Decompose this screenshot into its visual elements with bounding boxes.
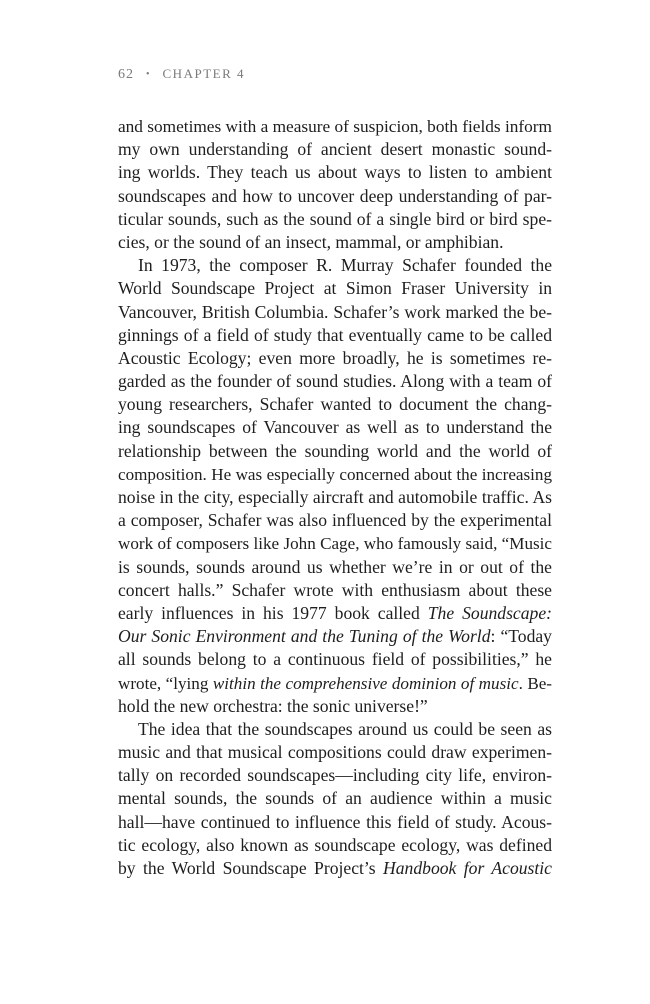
- text-span: my own understanding of ancient desert monastic sound-: [118, 139, 552, 160]
- text-line: [118, 208, 552, 231]
- text-span: mental sounds, the sounds of an audience within a music: [118, 788, 552, 809]
- text-line: [118, 440, 552, 463]
- text-line: [118, 301, 552, 324]
- text-span: tic ecology, also known as soundscape ecology, was defined: [118, 834, 552, 855]
- text-span: soundscapes and how to uncover deep understanding of par-: [118, 185, 552, 206]
- text-line: [118, 579, 552, 602]
- text-span: ing soundscapes of Vancouver as well as to understand the: [118, 417, 552, 438]
- header-separator: •: [146, 69, 151, 80]
- page-number: 62: [118, 67, 134, 82]
- text-line: [118, 602, 552, 625]
- text-line: [118, 834, 552, 857]
- text-span: composition. He was especially concerned about the increasing: [118, 464, 552, 484]
- text-line: [118, 811, 552, 834]
- text-span: Acoustic Ecology; even more broadly, he is sometimes re-: [118, 347, 552, 368]
- text-span: by the World Soundscape Project’s: [118, 858, 384, 878]
- text-span: work of composers like John Cage, who famously said, “Music: [118, 534, 552, 554]
- text-line: [118, 416, 552, 439]
- text-span: hold the new orchestra: the sonic universe!”: [118, 695, 428, 716]
- text-line: [118, 254, 552, 277]
- text-span: early influences in his 1977 book called: [118, 602, 428, 623]
- text-line: [118, 324, 552, 347]
- text-span: The idea that the soundscapes around us could be seen as: [138, 718, 552, 739]
- text-span: Vancouver, British Columbia. Schafer’s work marked the be-: [118, 301, 552, 322]
- text-line: [118, 463, 552, 486]
- text-span: cies, or the sound of an insect, mammal, or amphibian.: [118, 231, 504, 252]
- text-span: noise in the city, especially aircraft and automobile traffic. As: [118, 487, 552, 507]
- text-span: ginnings of a field of study that eventually came to be called: [118, 324, 552, 345]
- text-span: hall—have continued to influence this field of study. Acous-: [118, 811, 552, 832]
- text-span: ing worlds. They teach us about ways to listen to ambient: [118, 162, 552, 183]
- text-line: [118, 277, 552, 300]
- text-span: World Soundscape Project at Simon Fraser University in: [118, 278, 552, 299]
- text-span: young researchers, Schafer wanted to document the chang-: [118, 394, 552, 415]
- text-line: [118, 393, 552, 416]
- text-line: [118, 509, 552, 532]
- text-line: [118, 857, 552, 880]
- text-line: [118, 625, 552, 648]
- text-line: [118, 787, 552, 810]
- body-text: [118, 115, 552, 880]
- italic-text: Handbook for Acoustic: [383, 858, 552, 878]
- text-span: garded as the founder of sound studies. Along with a team of: [118, 371, 552, 392]
- text-line: [118, 185, 552, 208]
- text-line: [118, 138, 552, 161]
- text-span: is sounds, sounds around us whether we’re in or out of the: [118, 556, 552, 577]
- text-span: . Be-: [518, 673, 552, 693]
- italic-text: Our Sonic Environment and the Tuning of the World: [118, 626, 491, 647]
- text-line: [118, 741, 552, 764]
- text-line: [118, 672, 552, 695]
- italic-text: within the comprehensive dominion of music: [212, 673, 519, 693]
- text-span: all sounds belong to a continuous field of possibilities,” he: [118, 649, 552, 670]
- text-line: [118, 695, 552, 718]
- text-line: [118, 532, 552, 555]
- italic-text: The Soundscape:: [427, 602, 552, 623]
- text-span: ticular sounds, such as the sound of a single bird or bird spe-: [118, 208, 552, 229]
- running-head: [118, 66, 245, 83]
- text-span: and sometimes with a measure of suspicion, both fields inform: [118, 117, 552, 136]
- text-line: [118, 161, 552, 184]
- text-line: [118, 115, 552, 138]
- text-span: relationship between the sounding world and the world of: [118, 440, 552, 461]
- text-line: [118, 648, 552, 671]
- text-line: [118, 764, 552, 787]
- text-span: In 1973, the composer R. Murray Schafer founded the: [138, 255, 552, 276]
- text-span: concert halls.” Schafer wrote with enthusiasm about these: [118, 579, 552, 600]
- text-span: wrote, “lying: [118, 673, 213, 693]
- text-span: a composer, Schafer was also influenced by the experimental: [118, 510, 552, 531]
- text-span: : “Today: [490, 626, 552, 647]
- text-line: [118, 718, 552, 741]
- text-line: [118, 231, 552, 254]
- text-line: [118, 347, 552, 370]
- text-line: [118, 370, 552, 393]
- text-span: music and that musical compositions could draw experimen-: [118, 742, 552, 763]
- text-span: tally on recorded soundscapes—including city life, environ-: [118, 765, 552, 786]
- text-line: [118, 486, 552, 509]
- text-line: [118, 556, 552, 579]
- chapter-label: CHAPTER 4: [162, 66, 245, 81]
